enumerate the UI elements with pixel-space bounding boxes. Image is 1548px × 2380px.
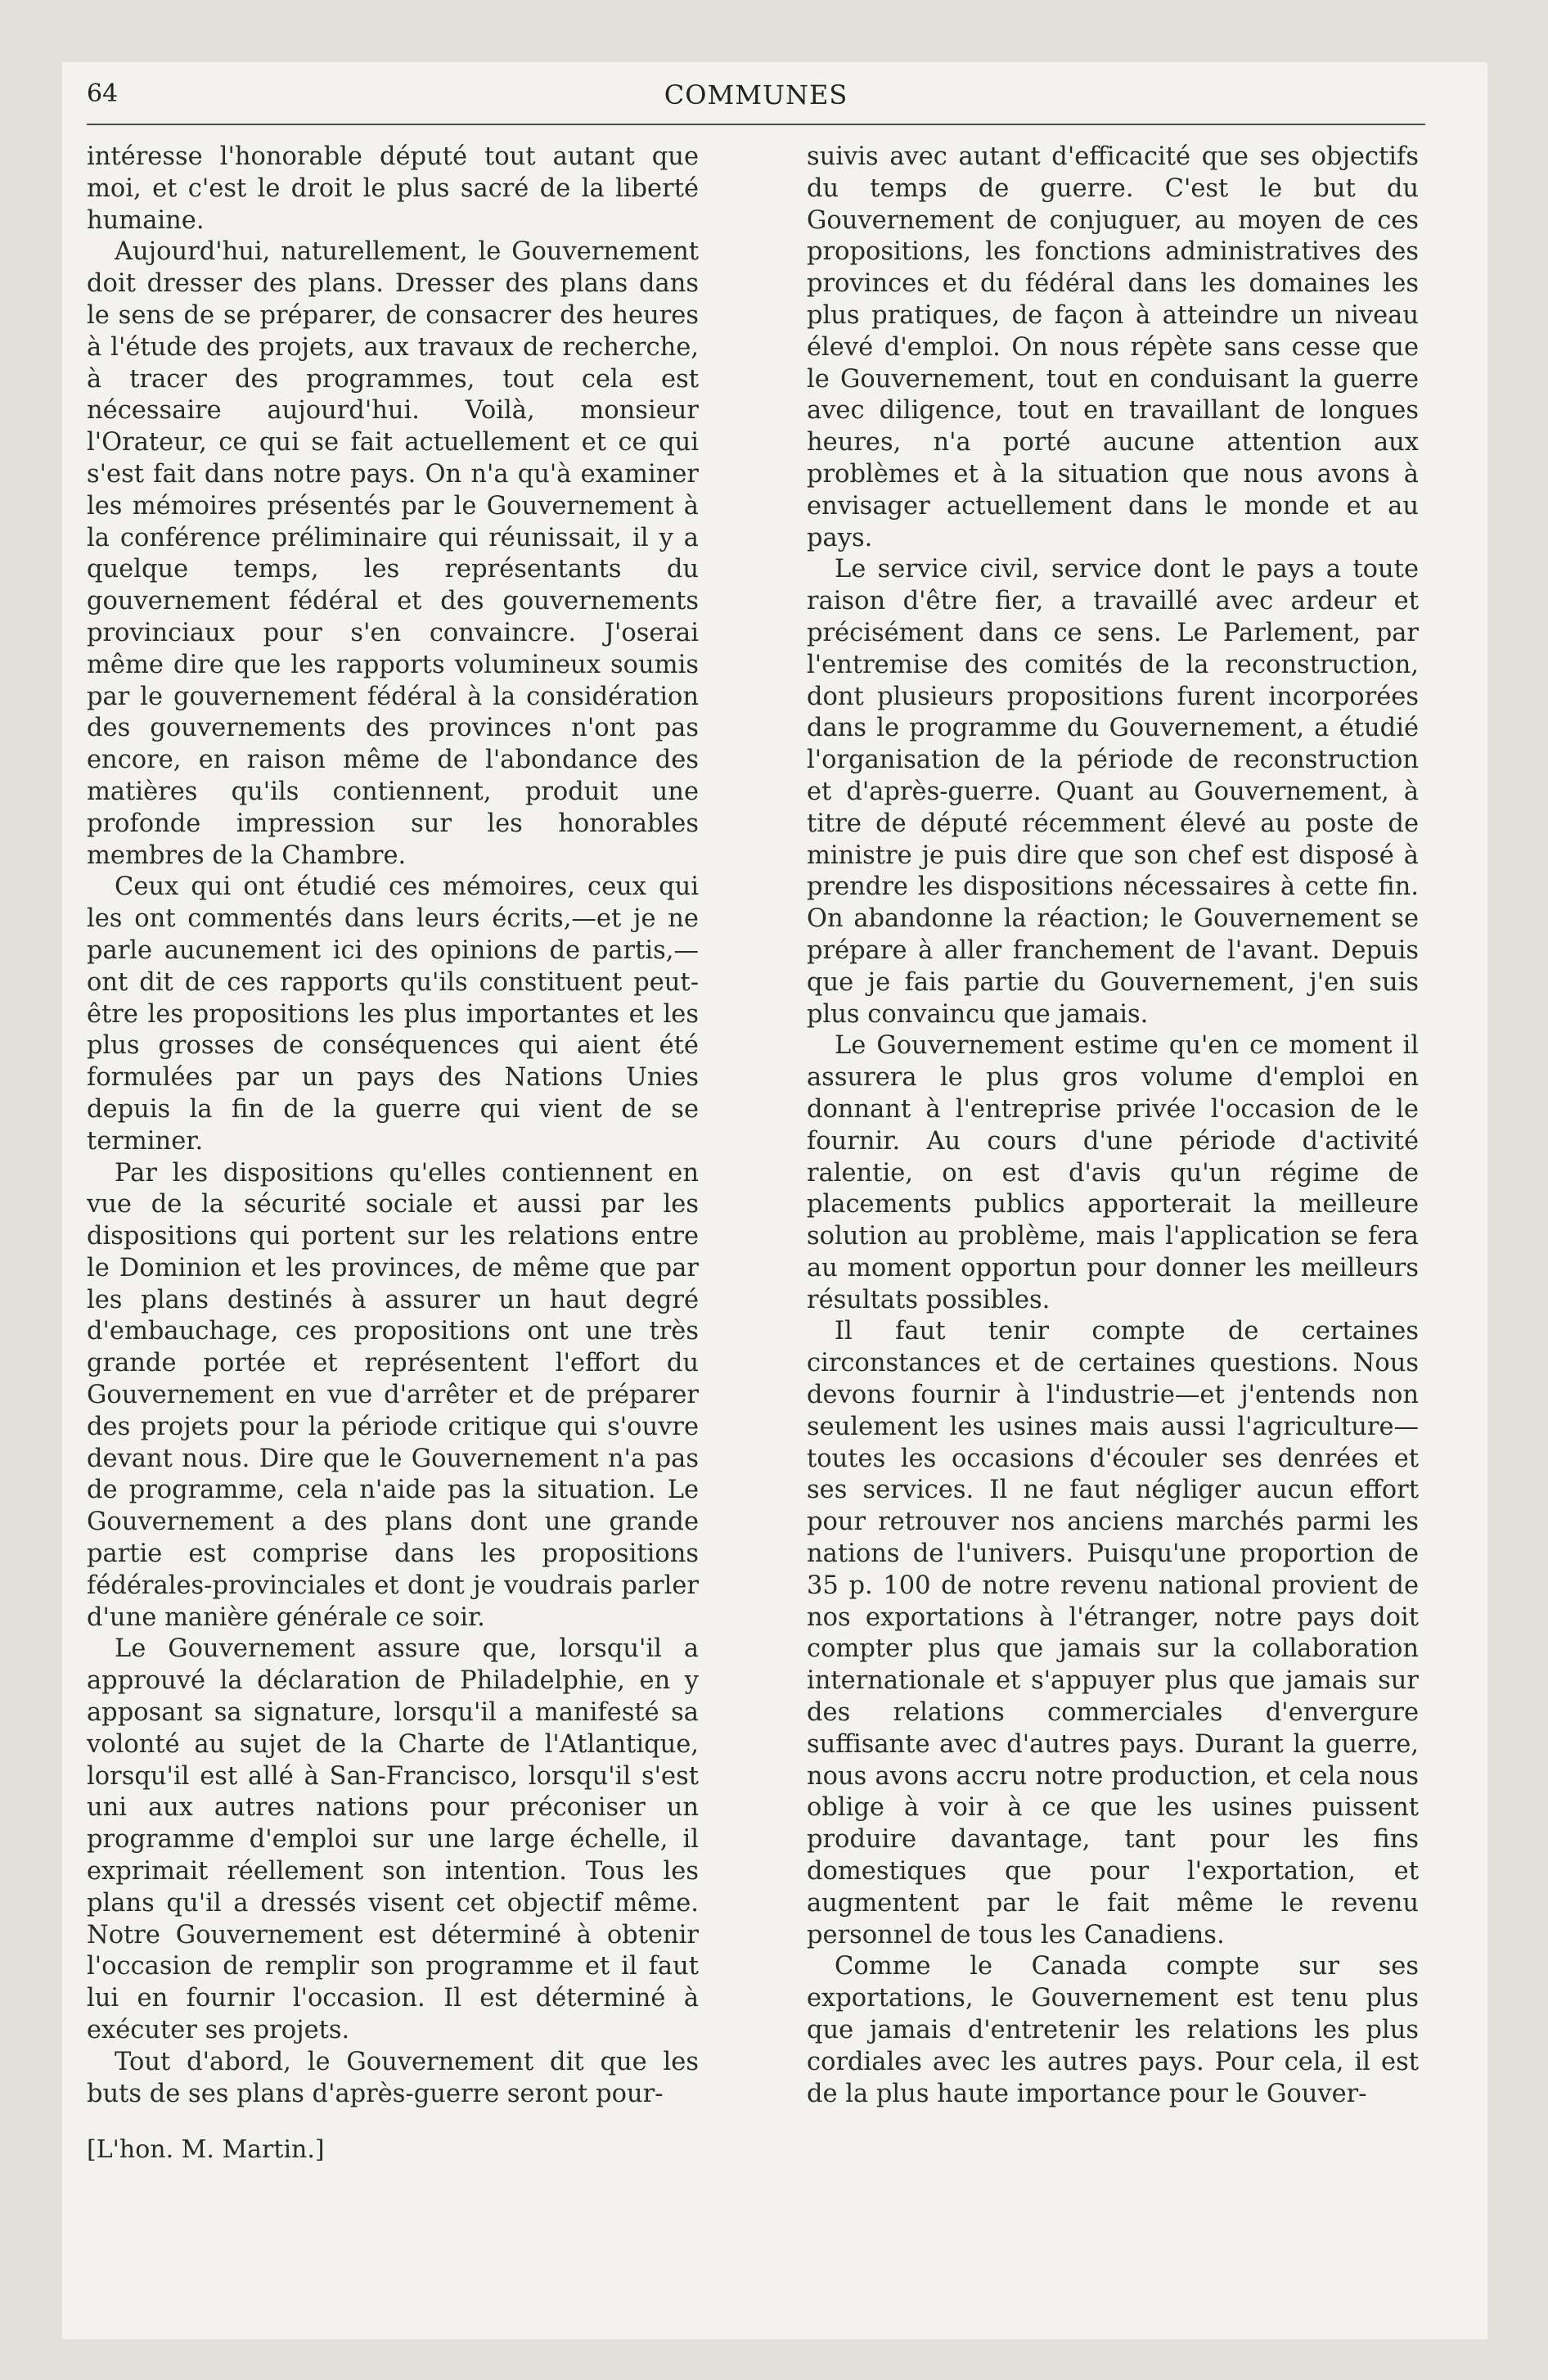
paragraph: suivis avec autant d'efficacité que ses objectifs du temps de guerre. C'est le but du Gouvernement de conjuguer, au moyen de ces propositions, les fonctions administratives des provinces et du fédéral dans les domaines les plus pratiques, de façon à atteindre un niveau élevé d'emploi. On nous répète sans cesse que le Gouvernement, tout en conduisant la guerre avec diligence, tout en travaillant de longues heures, n'a porté aucune attention aux problèmes et à la situation que nous avons à envisager actuellement dans le monde et au pays. (807, 142, 1419, 552)
speaker-attribution: [L'hon. M. Martin.] (87, 2135, 325, 2165)
page-number: 64 (87, 79, 119, 108)
left-column (87, 142, 699, 2166)
paragraph: Comme le Canada compte sur ses exportations, le Gouvernement est tenu plus que jamais d'entretenir les relations les plus cordiales avec les autres pays. Pour cela, il est de la plus haute importance pour le Gouver- (807, 1952, 1419, 2108)
paragraph: Le Gouvernement assure que, lorsqu'il a approuvé la déclaration de Philadelphie, en y apposant sa signature, lorsqu'il a manifesté sa volonté au sujet de la Charte de l'Atlantique, lorsqu'il est allé à San-Francisco, lorsqu'il s'est uni aux autres nations pour préconiser un programme d'emploi sur une large échelle, il exprimait réellement son intention. Tous les plans qu'il a dressés visent cet objectif même. Notre Gouvernement est déterminé à obtenir l'occasion de remplir son programme et il faut lui en fournir l'occasion. Il est déterminé à exécuter ses projets. (87, 1634, 699, 2045)
paragraph: intéresse l'honorable député tout autant que moi, et c'est le droit le plus sacré de la liberté humaine. (87, 142, 699, 235)
paragraph: Ceux qui ont étudié ces mémoires, ceux qui les ont commentés dans leurs écrits,—et je ne parle aucunement ici des opinions de partis,—ont dit de ces rapports qu'ils constituent peut-être les propositions les plus importantes et les plus grosses de conséquences qui aient été formulées par un pays des Nations Unies depuis la fin de la guerre qui vient de se terminer. (87, 872, 699, 1156)
paragraph: Par les dispositions qu'elles contiennent en vue de la sécurité sociale et aussi par les dispositions qui portent sur les relations entre le Dominion et les provinces, de même que par les plans destinés à assurer un haut degré d'embauchage, ces propositions ont une très grande portée et représentent l'effort du Gouvernement en vue d'arrêter et de préparer des projets pour la période critique qui s'ouvre devant nous. Dire que le Gouvernement n'a pas de programme, cela n'aide pas la situation. Le Gouvernement a des plans dont une grande partie est comprise dans les propositions fédérales-provinciales et dont je voudrais parler d'une manière générale ce soir. (87, 1158, 699, 1632)
paragraph: Le service civil, service dont le pays a toute raison d'être fier, a travaillé avec ardeur et précisément dans ce sens. Le Parlement, par l'entremise des comités de la reconstruction, dont plusieurs propositions furent incorporées dans le programme du Gouvernement, a étudié l'organisation de la période de reconstruction et d'après-guerre. Quant au Gouvernement, à titre de député récemment élevé au poste de ministre je puis dire que son chef est disposé à prendre les dispositions nécessaires à cette fin. On abandonne la réaction; le Gouvernement se prépare à aller franchement de l'avant. Depuis que je fais partie du Gouvernement, j'en suis plus convaincu que jamais. (807, 555, 1419, 1029)
right-column (807, 142, 1419, 2110)
paragraph: Tout d'abord, le Gouvernement dit que les buts de ses plans d'après-guerre seront pour- (87, 2047, 699, 2108)
paragraph: Le Gouvernement estime qu'en ce moment il assurera le plus gros volume d'emploi en donnant à l'entreprise privée l'occasion de le fournir. Au cours d'une période d'activité ralentie, on est d'avis qu'un régime de placements publics apporterait la meilleure solution au problème, mais l'application se fera au moment opportun pour donner les meilleurs résultats possibles. (807, 1031, 1419, 1314)
page-header (87, 74, 1425, 125)
running-head: COMMUNES (664, 79, 848, 110)
paragraph: Il faut tenir compte de certaines circonstances et de certaines questions. Nous devons fournir à l'industrie—et j'entends non seulement les usines mais aussi l'agriculture—toutes les occasions d'écouler ses denrées et ses services. Il ne faut négliger aucun effort pour retrouver nos anciens marchés parmi les nations de l'univers. Puisqu'une proportion de 35 p. 100 de notre revenu national provient de nos exportations à l'étranger, notre pays doit compter plus que jamais sur la collaboration internationale et s'appuyer plus que jamais sur des relations commerciales d'envergure suffisante avec d'autres pays. Durant la guerre, nous avons accru notre production, et cela nous oblige à voir à ce que les usines puissent produire davantage, tant pour les fins domestiques que pour l'exportation, et augmentent par le fait même le revenu personnel de tous les Canadiens. (807, 1317, 1419, 1950)
paragraph: Aujourd'hui, naturellement, le Gouvernement doit dresser des plans. Dresser des plans dans le sens de se préparer, de consacrer des heures à l'étude des projets, aux travaux de recherche, à tracer des programmes, tout cela est nécessaire aujourd'hui. Voilà, monsieur l'Orateur, ce qui se fait actuellement et ce qui s'est fait dans notre pays. On n'a qu'à examiner les mémoires présentés par le Gouvernement à la conférence préliminaire qui réunissait, il y a quelque temps, les représentants du gouvernement fédéral et des gouvernements provinciaux pour s'en convaincre. J'oserai même dire que les rapports volumineux soumis par le gouvernement fédéral à la considération des gouvernements des provinces n'ont pas encore, en raison même de l'abondance des matières qu'ils contiennent, produit une profonde impression sur les honorables membres de la Chambre. (87, 237, 699, 870)
